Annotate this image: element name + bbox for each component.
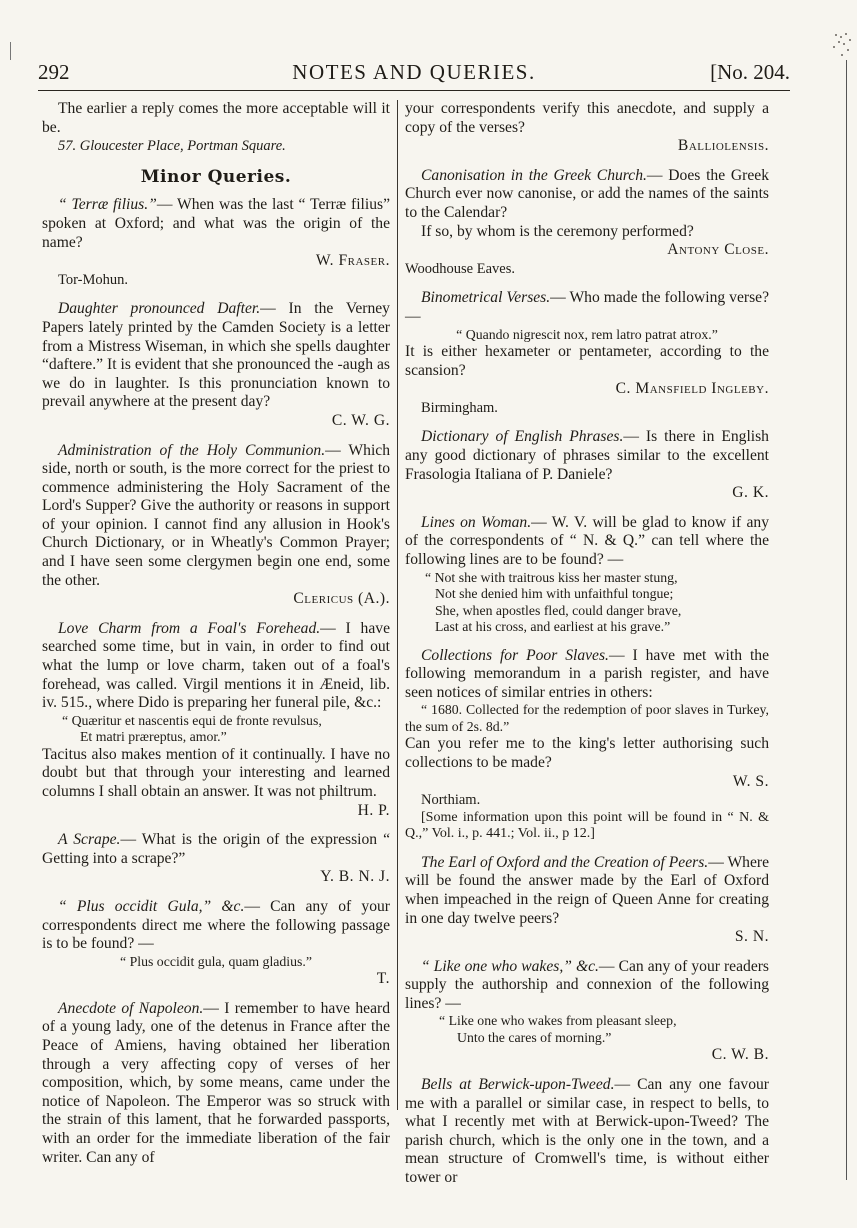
query-title: “ Terræ filius.” [58, 196, 157, 214]
query-location: Tor-Mohun. [58, 271, 128, 288]
query-poor-slaves [405, 647, 769, 843]
query-title: Dictionary of English Phrases. [421, 428, 624, 446]
query-title: A Scrape. [58, 831, 121, 849]
query-body: — When was the last “ Terræ filius” spoken at Oxford; and what was the origin of the name? [42, 196, 390, 251]
query-like-one-who-wakes [405, 958, 769, 1065]
query-earl-of-oxford [405, 854, 769, 947]
query-anecdote-continued [405, 100, 769, 156]
query-continuation: It is either hexameter or pentameter, according to the scansion? [405, 343, 769, 379]
query-plus-occidit [42, 898, 390, 989]
query-title: Canonisation in the Greek Church. [421, 166, 647, 184]
quote-line: “ Plus occidit gula, quam gladius.” [120, 953, 312, 969]
query-canonisation [405, 167, 769, 279]
query-title: “ Plus occidit Gula,” &c. [58, 897, 245, 915]
quote-line: Unto the cares of morning.” [457, 1029, 612, 1045]
query-title: Administration of the Holy Communion. [58, 441, 326, 459]
issue-number: [No. 204. [710, 60, 790, 84]
page-number: 292 [38, 60, 70, 84]
query-signature: C. Mansfield Ingleby. [615, 380, 769, 398]
query-body-2: If so, by whom is the ceremony performed? [421, 222, 694, 240]
query-body: — Can any of your readers supply the authorship and connexion of the following lines? — [405, 957, 769, 1012]
query-body: your correspondents verify this anecdote, and supply a copy of the verses? [405, 100, 769, 136]
intro-address: 57. Gloucester Place, Portman Square. [58, 138, 286, 155]
query-title: Love Charm from a Foal's Forehead. [58, 619, 321, 637]
query-title: Binometrical Verses. [421, 289, 551, 307]
quote-line: “ Quæritur et nascentis equi de fronte revulsus, [62, 712, 322, 728]
query-title: Anecdote of Napoleon. [58, 999, 204, 1017]
query-terrae-filius [42, 196, 390, 289]
query-binometrical [405, 289, 769, 417]
query-body: — I have searched some time, but in vain, in order to find out what the lump or love charm, taken out of a foal's forehead, was called. Virgil mentions it in Æneid, lib. iv. 515., where Dido is preparing her funeral pile, &c.: [42, 619, 390, 712]
query-title: Collections for Poor Slaves. [421, 646, 609, 664]
query-body: — I remember to have heard of a young lady, one of the detenus in France after the Peace of Amiens, having obtained her liberation through a very affecting copy of verses of her composition, which, by some means, came under the notice of Napoleon. The Emperor was so struck with the strain of this lament, that he forwarded passports, with an order for the immediate liberation of the fair writer. Can any of [42, 999, 390, 1166]
query-bells-berwick [405, 1076, 769, 1188]
query-love-charm [42, 620, 390, 820]
query-signature: W. S. [732, 772, 769, 790]
query-body: — Which side, north or south, is the more correct for the priest to commence administering the Holy Sacrament of the Lord's Supper? Give the authority or reasons in support of your opinion. I cannot find any allusion in Hook's Church Dictionary, or in Wheatly's Common Prayer; and I have seen some clergymen begin one end, some the other. [42, 441, 391, 589]
query-body: — Where will be found the answer made by the Earl of Oxford when impeached in the reign of Queen Anne for creating in one day twelve peers? [405, 853, 770, 927]
query-body: — Who made the following verse? — [405, 289, 769, 325]
query-body: — What is the origin of the expression “ Getting into a scrape?” [42, 831, 391, 867]
query-signature: Balliolensis. [677, 137, 769, 155]
quote-line: “ Quando nigrescit nox, rem latro patrat atrox.” [456, 326, 718, 342]
editorial-note: [Some information upon this point will be found in “ N. & Q.,” Vol. i., p. 441.; Vol. ii., p 12.] [405, 809, 769, 842]
query-title: “ Like one who wakes,” &c. [421, 957, 599, 975]
query-body: — Does the Greek Church ever now canonise, or add the names of the saints to the Calendar? [405, 166, 770, 221]
quote-line: Last at his cross, and earliest at his grave.” [435, 619, 671, 635]
query-body: — W. V. will be glad to know if any of the correspondents of “ N. & Q.” can tell where the following lines are to be found? — [405, 513, 769, 568]
query-signature: S. N. [734, 928, 769, 946]
section-heading: Minor Queries. [140, 166, 292, 187]
margin-mark [10, 42, 11, 60]
binding-edge [846, 60, 847, 1180]
query-title: Lines on Woman. [421, 513, 532, 531]
quote-line: Et matri præreptus, amor.” [80, 729, 227, 745]
query-location: Birmingham. [421, 399, 498, 416]
query-title: Bells at Berwick-upon-Tweed. [421, 1076, 615, 1094]
query-signature: G. K. [732, 484, 769, 502]
intro-paragraph [42, 100, 390, 156]
corner-stamp-icon [805, 30, 855, 70]
query-title: The Earl of Oxford and the Creation of Peers. [421, 853, 709, 871]
query-location: Northiam. [421, 792, 481, 809]
quote-line: “ 1680. Collected for the redemption of poor slaves in Turkey, the sum of 2s. 8d.” [405, 702, 769, 734]
quote-line: Not she denied him with unfaithful tongue; [435, 586, 674, 602]
query-anecdote [42, 1000, 390, 1167]
query-title: Daughter pronounced Dafter. [58, 300, 261, 318]
quote-line: “ Not she with traitrous kiss her master stung, [425, 569, 678, 585]
column-divider [397, 100, 398, 1110]
query-signature: Clericus (A.). [293, 590, 390, 608]
query-body: — Can any of your correspondents direct me where the following passage is to be found? — [42, 897, 390, 953]
left-column [42, 100, 390, 1178]
page-header [38, 58, 790, 91]
query-administration [42, 442, 390, 609]
query-body: — Can any one favour me with a parallel or similar case, in respect to bells, to what I recently met with at Berwick-upon-Tweed? The parish church, which is the only one in the town, and a mean structure of Cromwell's time, is without either tower or [405, 1076, 769, 1187]
journal-title: NOTES AND QUERIES. [292, 60, 536, 84]
query-signature: Antony Close. [667, 241, 769, 259]
query-signature: H. P. [357, 801, 390, 819]
query-signature: Y. B. N. J. [320, 868, 390, 886]
query-body: — Is there in English any good dictionary of phrases similar to the excellent Frasologia Italiana of P. Daniele? [405, 428, 769, 483]
query-continuation: Tacitus also makes mention of it continually. I have no doubt but that through your interesting and learned columns I shall obtain an answer. It was not philtrum. [42, 745, 390, 800]
query-daughter [42, 300, 390, 430]
query-scrape [42, 831, 390, 887]
query-body: — I have met with the following memorandum in a parish register, and have seen notices of similar entries in others: [405, 646, 769, 701]
query-body: — In the Verney Papers lately printed by the Camden Society is a letter from a Mistress Wiseman, in which she spells daughter “daftere.” It is evident that she pronounced the -augh as we do in laughter. Is this pronunciation known to prevail anywhere at the present day? [42, 300, 390, 411]
query-signature: C. W. B. [711, 1046, 769, 1064]
intro-text: The earlier a reply comes the more acceptable will it be. [42, 100, 390, 136]
query-dictionary [405, 428, 769, 502]
query-signature: T. [376, 970, 390, 988]
quote-line: She, when apostles fled, could danger brave, [435, 602, 682, 618]
query-signature: C. W. G. [331, 411, 390, 429]
query-continuation: Can you refer me to the king's letter authorising such collections to be made? [405, 735, 769, 771]
query-signature: W. Fraser. [315, 252, 390, 270]
query-lines-on-woman [405, 514, 769, 636]
query-location: Woodhouse Eaves. [405, 260, 515, 277]
right-column [405, 100, 769, 1199]
quote-line: “ Like one who wakes from pleasant sleep, [439, 1013, 677, 1029]
